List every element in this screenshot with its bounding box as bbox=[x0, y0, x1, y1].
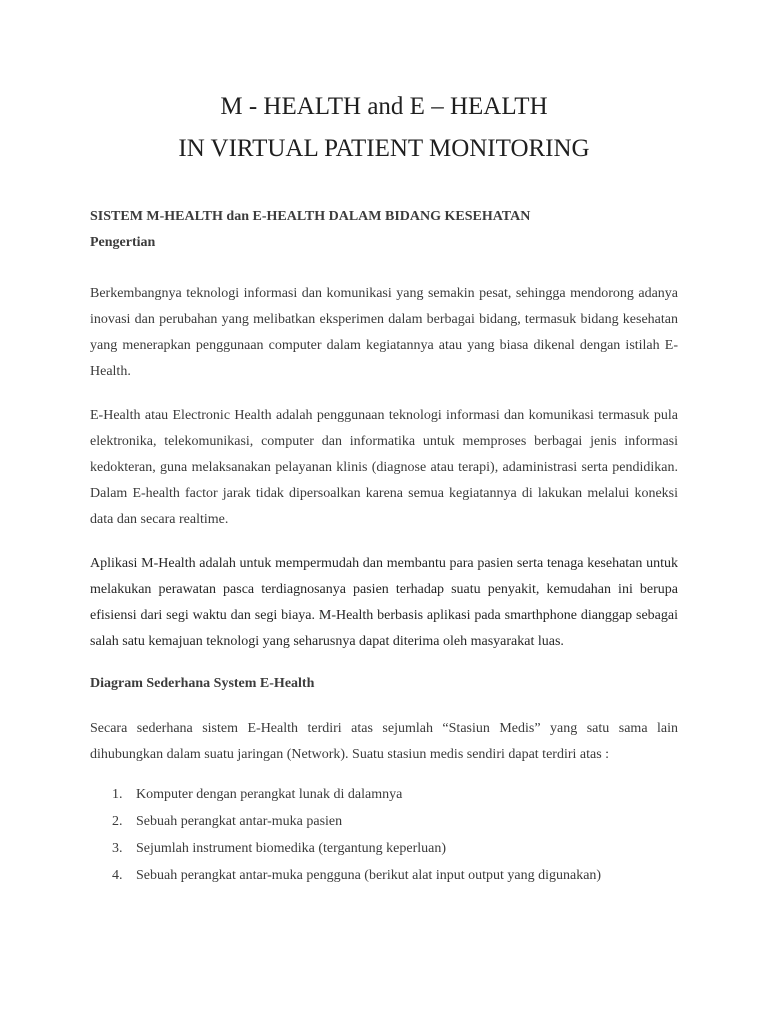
list-item-number: 2. bbox=[112, 814, 123, 829]
numbered-list bbox=[90, 786, 678, 885]
diagram-heading: Diagram Sederhana System E-Health bbox=[90, 676, 315, 691]
sub-heading-pengertian: Pengertian bbox=[90, 235, 156, 250]
list-item bbox=[90, 840, 678, 858]
list-item-text: Sebuah perangkat antar-muka pasien bbox=[136, 814, 343, 829]
list-item-text: Sejumlah instrument biomedika (tergantung keperluan) bbox=[136, 841, 446, 856]
list-item-number: 4. bbox=[112, 868, 123, 883]
list-item bbox=[90, 786, 678, 804]
list-item-text: Komputer dengan perangkat lunak di dalamnya bbox=[136, 787, 403, 802]
list-item-number: 1. bbox=[112, 787, 123, 802]
paragraph-4: Secara sederhana sistem E-Health terdiri atas sejumlah “Stasiun Medis” yang satu sama lain dihubungkan dalam suatu jaringan (Network). Suatu stasiun medis sendiri dapat terdiri atas : bbox=[90, 721, 678, 762]
paragraph-2: E-Health atau Electronic Health adalah penggunaan teknologi informasi dan komunikasi termasuk pula elektronika, telekomunikasi, computer dan informatika untuk memproses berbagai jenis informasi kedokteran, guna melaksanakan pelayanan klinis (diagnose atau terapi), adaministrasi serta pendidikan. Dalam E-health factor jarak tidak dipersoalkan karena semua kegiatannya di lakukan melalui koneksi data dan secara realtime. bbox=[90, 408, 678, 527]
list-item-text: Sebuah perangkat antar-muka pengguna (berikut alat input output yang digunakan) bbox=[136, 868, 602, 883]
document-title-line-2: IN VIRTUAL PATIENT MONITORING bbox=[178, 135, 590, 162]
list-item bbox=[90, 813, 678, 831]
list-item-number: 3. bbox=[112, 841, 123, 856]
list-item bbox=[90, 867, 678, 885]
document-page bbox=[90, 92, 678, 894]
section-heading: SISTEM M-HEALTH dan E-HEALTH DALAM BIDANG KESEHATAN bbox=[90, 209, 531, 224]
paragraph-3: Aplikasi M-Health adalah untuk mempermudah dan membantu para pasien serta tenaga kesehatan untuk melakukan perawatan pasca terdiagnosanya pasien terhadap suatu penyakit, kemudahan ini berupa efisiensi dari segi waktu dan segi biaya. M-Health berbasis aplikasi pada smarthphone dianggap sebagai salah satu kemajuan teknologi yang seharusnya dapat diterima oleh masyarakat luas. bbox=[90, 556, 678, 649]
document-title-line-1: M - HEALTH and E – HEALTH bbox=[220, 93, 548, 120]
paragraph-1: Berkembangnya teknologi informasi dan komunikasi yang semakin pesat, sehingga mendorong adanya inovasi dan perubahan yang melibatkan eksperimen dalam berbagai bidang, termasuk bidang kesehatan yang menerapkan penggunaan computer dalam kegiatannya atau yang biasa dikenal dengan istilah E-Health. bbox=[90, 286, 678, 379]
